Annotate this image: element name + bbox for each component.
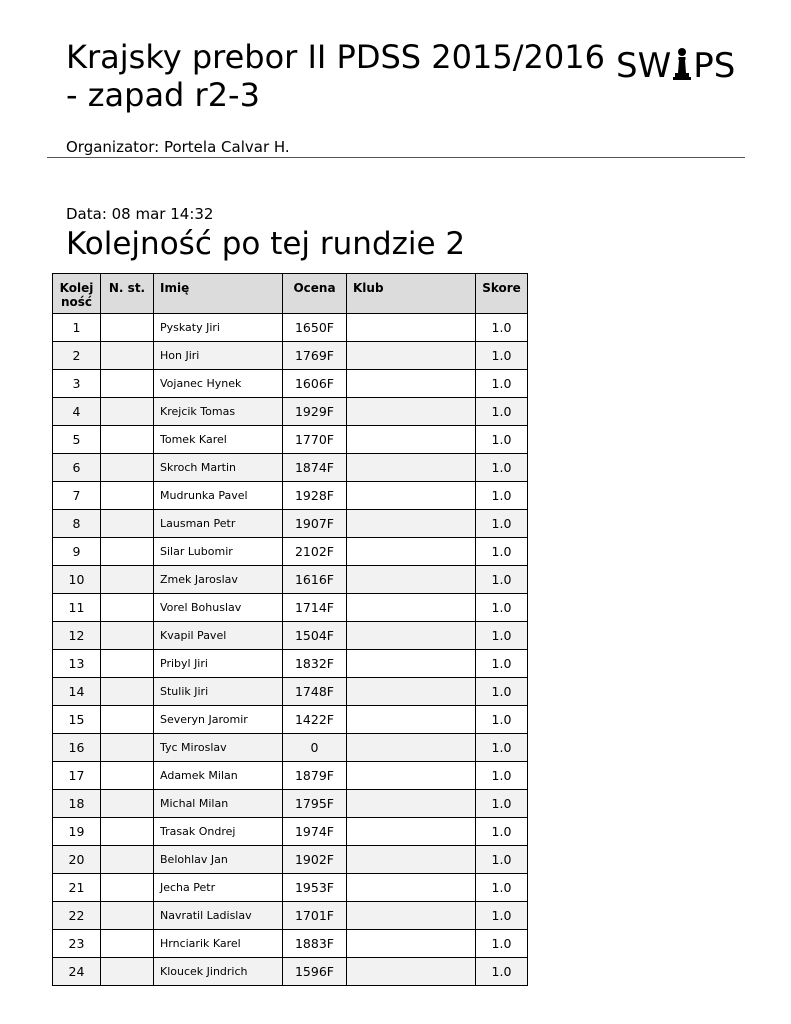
- cell-rank: 22: [53, 902, 101, 930]
- cell-rank: 7: [53, 482, 101, 510]
- cell-rank: 5: [53, 426, 101, 454]
- cell-name: Lausman Petr: [154, 510, 283, 538]
- table-row: [53, 846, 528, 874]
- cell-name: Tyc Miroslav: [154, 734, 283, 762]
- cell-name: Severyn Jaromir: [154, 706, 283, 734]
- table-row: [53, 650, 528, 678]
- cell-start-number: [101, 846, 154, 874]
- column-header-rank: Kolej ność: [53, 274, 101, 314]
- cell-club: [347, 370, 476, 398]
- cell-score: 1.0: [476, 370, 528, 398]
- cell-score: 1.0: [476, 314, 528, 342]
- cell-rating: 1504F: [283, 622, 347, 650]
- cell-rating: 1596F: [283, 958, 347, 986]
- cell-name: Navratil Ladislav: [154, 902, 283, 930]
- cell-rank: 12: [53, 622, 101, 650]
- cell-club: [347, 818, 476, 846]
- cell-start-number: [101, 482, 154, 510]
- cell-rank: 24: [53, 958, 101, 986]
- cell-start-number: [101, 902, 154, 930]
- table-row: [53, 342, 528, 370]
- cell-rank: 4: [53, 398, 101, 426]
- cell-rating: 1606F: [283, 370, 347, 398]
- cell-club: [347, 594, 476, 622]
- cell-rank: 10: [53, 566, 101, 594]
- cell-start-number: [101, 342, 154, 370]
- cell-rank: 3: [53, 370, 101, 398]
- cell-rating: 1953F: [283, 874, 347, 902]
- cell-club: [347, 566, 476, 594]
- cell-name: Belohlav Jan: [154, 846, 283, 874]
- table-row: [53, 482, 528, 510]
- cell-score: 1.0: [476, 650, 528, 678]
- cell-name: Stulik Jiri: [154, 678, 283, 706]
- cell-name: Hon Jiri: [154, 342, 283, 370]
- swiss-logo: [616, 46, 735, 86]
- table-row: [53, 398, 528, 426]
- date-label: Data: 08 mar 14:32: [66, 205, 214, 223]
- cell-rating: 1616F: [283, 566, 347, 594]
- cell-start-number: [101, 454, 154, 482]
- table-row: [53, 762, 528, 790]
- cell-name: Hrnciarik Karel: [154, 930, 283, 958]
- cell-start-number: [101, 958, 154, 986]
- cell-rank: 20: [53, 846, 101, 874]
- cell-score: 1.0: [476, 482, 528, 510]
- cell-rank: 23: [53, 930, 101, 958]
- cell-start-number: [101, 510, 154, 538]
- cell-score: 1.0: [476, 874, 528, 902]
- cell-start-number: [101, 538, 154, 566]
- cell-club: [347, 454, 476, 482]
- table-row: [53, 930, 528, 958]
- cell-start-number: [101, 594, 154, 622]
- cell-name: Mudrunka Pavel: [154, 482, 283, 510]
- table-row: [53, 706, 528, 734]
- cell-club: [347, 846, 476, 874]
- cell-rank: 14: [53, 678, 101, 706]
- table-row: [53, 454, 528, 482]
- table-row: [53, 734, 528, 762]
- cell-name: Silar Lubomir: [154, 538, 283, 566]
- cell-rating: 1701F: [283, 902, 347, 930]
- column-header-start-number: N. st.: [101, 274, 154, 314]
- cell-name: Adamek Milan: [154, 762, 283, 790]
- table-row: [53, 818, 528, 846]
- cell-name: Vorel Bohuslav: [154, 594, 283, 622]
- cell-rank: 9: [53, 538, 101, 566]
- table-header-row: [53, 274, 528, 314]
- cell-club: [347, 482, 476, 510]
- standings-heading: Kolejność po tej rundzie 2: [66, 226, 466, 262]
- cell-start-number: [101, 314, 154, 342]
- cell-club: [347, 342, 476, 370]
- cell-rank: 11: [53, 594, 101, 622]
- cell-score: 1.0: [476, 510, 528, 538]
- cell-score: 1.0: [476, 930, 528, 958]
- cell-score: 1.0: [476, 958, 528, 986]
- table-row: [53, 958, 528, 986]
- cell-rank: 18: [53, 790, 101, 818]
- cell-club: [347, 874, 476, 902]
- cell-score: 1.0: [476, 342, 528, 370]
- logo-text-left: SW: [616, 46, 672, 86]
- cell-score: 1.0: [476, 594, 528, 622]
- cell-score: 1.0: [476, 566, 528, 594]
- cell-score: 1.0: [476, 902, 528, 930]
- cell-name: Kloucek Jindrich: [154, 958, 283, 986]
- cell-name: Trasak Ondrej: [154, 818, 283, 846]
- cell-rating: 1832F: [283, 650, 347, 678]
- table-row: [53, 622, 528, 650]
- table-row: [53, 510, 528, 538]
- cell-start-number: [101, 790, 154, 818]
- cell-start-number: [101, 930, 154, 958]
- cell-rank: 8: [53, 510, 101, 538]
- cell-club: [347, 650, 476, 678]
- cell-rating: 1928F: [283, 482, 347, 510]
- cell-rating: 1770F: [283, 426, 347, 454]
- cell-rating: 1769F: [283, 342, 347, 370]
- cell-rank: 2: [53, 342, 101, 370]
- cell-rating: 1650F: [283, 314, 347, 342]
- table-row: [53, 370, 528, 398]
- page-title: Krajsky prebor II PDSS 2015/2016 - zapad r2-3: [66, 38, 605, 114]
- column-header-club: Klub: [347, 274, 476, 314]
- column-header-rating: Ocena: [283, 274, 347, 314]
- cell-start-number: [101, 426, 154, 454]
- cell-rank: 6: [53, 454, 101, 482]
- cell-start-number: [101, 734, 154, 762]
- cell-score: 1.0: [476, 818, 528, 846]
- cell-score: 1.0: [476, 762, 528, 790]
- cell-start-number: [101, 874, 154, 902]
- cell-name: Vojanec Hynek: [154, 370, 283, 398]
- cell-club: [347, 426, 476, 454]
- cell-name: Michal Milan: [154, 790, 283, 818]
- table-row: [53, 678, 528, 706]
- cell-club: [347, 510, 476, 538]
- standings-table: [52, 273, 528, 986]
- table-row: [53, 790, 528, 818]
- cell-rating: 1748F: [283, 678, 347, 706]
- cell-start-number: [101, 650, 154, 678]
- cell-name: Tomek Karel: [154, 426, 283, 454]
- cell-score: 1.0: [476, 398, 528, 426]
- cell-name: Krejcik Tomas: [154, 398, 283, 426]
- cell-start-number: [101, 566, 154, 594]
- table-row: [53, 902, 528, 930]
- cell-rating: 1879F: [283, 762, 347, 790]
- cell-start-number: [101, 370, 154, 398]
- cell-name: Jecha Petr: [154, 874, 283, 902]
- cell-rank: 21: [53, 874, 101, 902]
- cell-club: [347, 706, 476, 734]
- chess-bishop-icon: [671, 47, 693, 81]
- cell-club: [347, 790, 476, 818]
- cell-rank: 15: [53, 706, 101, 734]
- cell-start-number: [101, 706, 154, 734]
- cell-score: 1.0: [476, 790, 528, 818]
- cell-club: [347, 314, 476, 342]
- cell-club: [347, 762, 476, 790]
- header-divider: [47, 157, 745, 158]
- cell-score: 1.0: [476, 706, 528, 734]
- cell-score: 1.0: [476, 454, 528, 482]
- cell-rating: 1422F: [283, 706, 347, 734]
- cell-club: [347, 930, 476, 958]
- cell-rating: 2102F: [283, 538, 347, 566]
- cell-club: [347, 902, 476, 930]
- cell-score: 1.0: [476, 538, 528, 566]
- cell-rank: 16: [53, 734, 101, 762]
- cell-club: [347, 958, 476, 986]
- cell-rating: 1907F: [283, 510, 347, 538]
- cell-name: Zmek Jaroslav: [154, 566, 283, 594]
- cell-rating: 1929F: [283, 398, 347, 426]
- cell-score: 1.0: [476, 734, 528, 762]
- cell-rating: 1874F: [283, 454, 347, 482]
- column-header-score: Skore: [476, 274, 528, 314]
- cell-rating: 1883F: [283, 930, 347, 958]
- cell-rank: 13: [53, 650, 101, 678]
- column-header-name: Imię: [154, 274, 283, 314]
- cell-club: [347, 538, 476, 566]
- cell-rank: 17: [53, 762, 101, 790]
- cell-rating: 1902F: [283, 846, 347, 874]
- cell-rank: 19: [53, 818, 101, 846]
- cell-club: [347, 398, 476, 426]
- table-row: [53, 594, 528, 622]
- cell-rating: 1974F: [283, 818, 347, 846]
- cell-start-number: [101, 762, 154, 790]
- cell-score: 1.0: [476, 622, 528, 650]
- cell-club: [347, 678, 476, 706]
- cell-rating: 1795F: [283, 790, 347, 818]
- table-row: [53, 426, 528, 454]
- cell-name: Skroch Martin: [154, 454, 283, 482]
- cell-score: 1.0: [476, 846, 528, 874]
- cell-rank: 1: [53, 314, 101, 342]
- cell-name: Kvapil Pavel: [154, 622, 283, 650]
- cell-name: Pribyl Jiri: [154, 650, 283, 678]
- table-row: [53, 874, 528, 902]
- cell-club: [347, 622, 476, 650]
- table-row: [53, 314, 528, 342]
- cell-club: [347, 734, 476, 762]
- cell-start-number: [101, 678, 154, 706]
- cell-start-number: [101, 622, 154, 650]
- logo-text-right: PS: [693, 46, 736, 86]
- cell-start-number: [101, 398, 154, 426]
- organizer-label: Organizator: Portela Calvar H.: [66, 138, 290, 156]
- cell-start-number: [101, 818, 154, 846]
- table-row: [53, 566, 528, 594]
- cell-rating: 0: [283, 734, 347, 762]
- table-row: [53, 538, 528, 566]
- cell-rating: 1714F: [283, 594, 347, 622]
- cell-score: 1.0: [476, 678, 528, 706]
- cell-score: 1.0: [476, 426, 528, 454]
- cell-name: Pyskaty Jiri: [154, 314, 283, 342]
